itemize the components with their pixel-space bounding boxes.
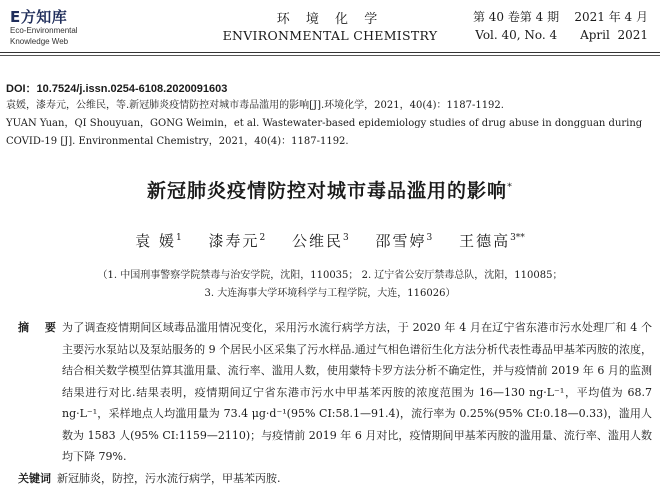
author-affiliation-mark: 3 bbox=[343, 233, 349, 243]
citation-block bbox=[6, 97, 656, 151]
doi-line[interactable]: DOI：10.7524/j.issn.0254-6108.2020091603 bbox=[6, 83, 228, 95]
author-name: 邵雪婷 bbox=[375, 232, 427, 250]
author-name: 漆寿元 bbox=[208, 232, 260, 250]
affiliation-line-2: 3. 大连海事大学环境科学与工程学院，大连，116026） bbox=[204, 288, 456, 299]
author bbox=[292, 232, 349, 250]
author bbox=[208, 232, 265, 250]
author bbox=[135, 232, 182, 250]
keywords-text: 新冠肺炎，防控，污水流行病学，甲基苯丙胺. bbox=[57, 472, 281, 485]
author bbox=[376, 232, 433, 250]
abstract-label: 摘 要 bbox=[18, 321, 62, 334]
keywords-label: 关键词 bbox=[18, 472, 51, 485]
journal-header bbox=[0, 0, 660, 62]
author-name: 袁 媛 bbox=[135, 232, 176, 250]
author-name: 王德高 bbox=[459, 232, 511, 250]
citation-en: YUAN Yuan，QI Shouyuan，GONG Weimin，et al. Wastewater-based epidemiology studies of drug abuse in dongguan during COVID-19 [J]. Environmental Chemistry，2021，40(4)：1187-1192. bbox=[6, 118, 643, 147]
journal-name-cn: 环 境 化 学 bbox=[276, 12, 384, 27]
header-rule-thick bbox=[0, 52, 660, 53]
author-affiliation-mark: 1 bbox=[175, 233, 182, 243]
affiliation-line-1: （1. 中国刑事警察学院禁毒与治安学院，沈阳，110035； 2. 辽宁省公安厅禁毒总队，沈阳，110085； bbox=[97, 270, 563, 281]
logo-mark: E方知库 bbox=[10, 8, 68, 26]
issue-info-cn: 第 40 卷第 4 期 2021 年 4 月 bbox=[472, 10, 648, 24]
author-affiliation-mark: 3** bbox=[510, 233, 525, 243]
author-name: 公维民 bbox=[292, 232, 344, 250]
logo-subtitle-line1: Eco-Environmental bbox=[10, 26, 78, 35]
author-list bbox=[0, 230, 660, 251]
issue-info-en: Vol. 40, No. 4 April 2021 bbox=[475, 28, 648, 42]
abstract-text: 为了调查疫情期间区域毒品滥用情况变化，采用污水流行病学方法，于 2020 年 4 月在辽宁省东港市污水处理厂和 4 个主要污水泵站以及泵站服务的 9 个居民小区采集了污水样品.通过气相色谱衍生化方法分析代表性毒品甲基苯丙胺的浓度，结合相关数学模型估算其滥用量、流行率、滥用人数，使用蒙特卡罗方法分析不确定性，并与疫情前 2019 年 6 月的监测结果进行对比.结果表明，疫情期间辽宁省东港市污水中甲基苯丙胺的浓度范围为 16—130 ng·L⁻¹，平均值为 68.7 ng·L⁻¹，采样地点人均滥用量为 73.4 μg·d⁻¹(95% CI:58.1—91.4)，流行率为 0.25%(95% CI:0.18—0.33)，滥用人数为 1583 人(95% CI:1159—2110)；与疫情前 2019 年 6 月对比，疫情期间甲基苯丙胺的滥用量、流行率、滥用人数均下降 79%. bbox=[62, 321, 652, 463]
logo-subtitle-line2: Knowledge Web bbox=[10, 37, 69, 46]
author bbox=[459, 232, 525, 250]
abstract bbox=[18, 317, 652, 468]
article-title bbox=[0, 176, 660, 203]
article-title-text: 新冠肺炎疫情防控对城市毒品滥用的影响 bbox=[146, 180, 507, 202]
header-rule-thin bbox=[0, 55, 660, 56]
keywords bbox=[18, 470, 281, 486]
author-affiliation-mark: 2 bbox=[259, 233, 266, 243]
title-footnote-mark: * bbox=[507, 181, 513, 193]
citation-cn: 袁媛，漆寿元，公维民，等.新冠肺炎疫情防控对城市毒品滥用的影响[J].环境化学，2021，40(4)：1187-1192. bbox=[6, 100, 504, 111]
journal-name-en: ENVIRONMENTAL CHEMISTRY bbox=[222, 28, 438, 43]
author-affiliation-mark: 3 bbox=[426, 233, 433, 243]
